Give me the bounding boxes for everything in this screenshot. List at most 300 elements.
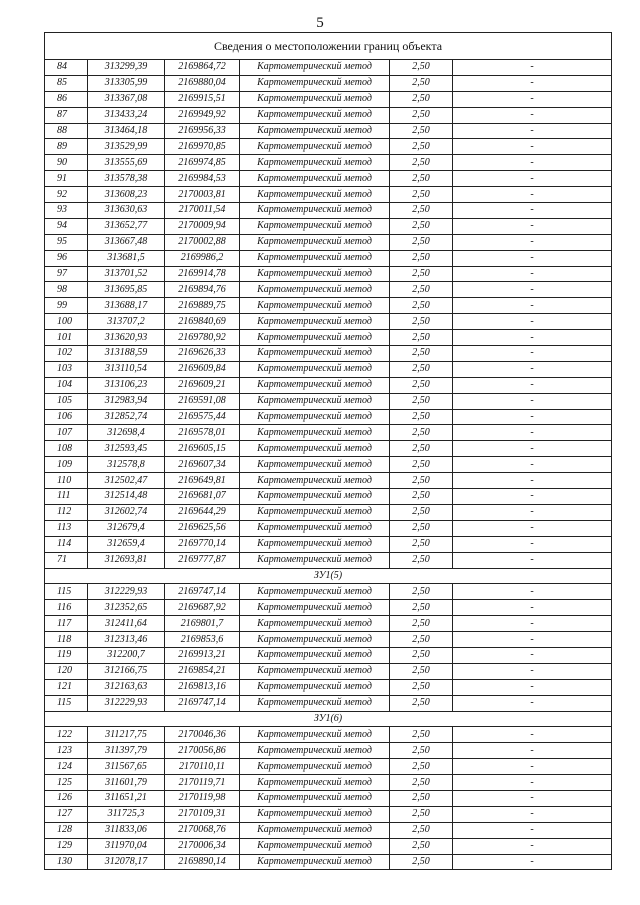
accuracy-cell: 2,50 — [390, 489, 453, 505]
point-number-cell: 121 — [45, 679, 88, 695]
table-row — [45, 107, 612, 123]
point-number-cell: 124 — [45, 759, 88, 775]
method-cell: Картометрический метод — [240, 790, 390, 806]
table-row — [45, 266, 612, 282]
point-number-cell: 116 — [45, 600, 88, 616]
coord-y-cell: 2169578,01 — [165, 425, 240, 441]
accuracy-cell: 2,50 — [390, 504, 453, 520]
method-cell: Картометрический метод — [240, 663, 390, 679]
accuracy-cell: 2,50 — [390, 727, 453, 743]
coord-y-cell: 2169894,76 — [165, 282, 240, 298]
note-cell: - — [453, 203, 612, 219]
method-cell: Картометрический метод — [240, 489, 390, 505]
note-cell: - — [453, 822, 612, 838]
point-number-cell: 118 — [45, 632, 88, 648]
table-title: Сведения о местоположении границ объекта — [45, 33, 612, 60]
point-number-cell: 91 — [45, 171, 88, 187]
table-row — [45, 60, 612, 76]
point-number-cell: 97 — [45, 266, 88, 282]
method-cell: Картометрический метод — [240, 187, 390, 203]
table-row — [45, 457, 612, 473]
coord-y-cell: 2169840,69 — [165, 314, 240, 330]
accuracy-cell: 2,50 — [390, 854, 453, 870]
point-number-cell: 90 — [45, 155, 88, 171]
table-row — [45, 218, 612, 234]
method-cell: Картометрический метод — [240, 679, 390, 695]
point-number-cell: 110 — [45, 473, 88, 489]
method-cell: Картометрический метод — [240, 330, 390, 346]
accuracy-cell: 2,50 — [390, 600, 453, 616]
table-row — [45, 441, 612, 457]
coord-y-cell: 2169687,92 — [165, 600, 240, 616]
coord-y-cell: 2169984,53 — [165, 171, 240, 187]
accuracy-cell: 2,50 — [390, 203, 453, 219]
note-cell: - — [453, 552, 612, 568]
accuracy-cell: 2,50 — [390, 91, 453, 107]
method-cell: Картометрический метод — [240, 473, 390, 489]
coord-y-cell: 2169607,34 — [165, 457, 240, 473]
coord-y-cell: 2169801,7 — [165, 616, 240, 632]
note-cell: - — [453, 107, 612, 123]
table-row — [45, 282, 612, 298]
coord-x-cell: 313667,48 — [88, 234, 165, 250]
accuracy-cell: 2,50 — [390, 584, 453, 600]
accuracy-cell: 2,50 — [390, 409, 453, 425]
method-cell: Картометрический метод — [240, 775, 390, 791]
method-cell: Картометрический метод — [240, 536, 390, 552]
coord-y-cell: 2169644,29 — [165, 504, 240, 520]
coord-y-cell: 2169649,81 — [165, 473, 240, 489]
table-row — [45, 632, 612, 648]
accuracy-cell: 2,50 — [390, 330, 453, 346]
table-row — [45, 171, 612, 187]
coord-y-cell: 2170109,31 — [165, 806, 240, 822]
point-number-cell: 87 — [45, 107, 88, 123]
point-number-cell: 106 — [45, 409, 88, 425]
accuracy-cell: 2,50 — [390, 346, 453, 362]
coord-x-cell: 313110,54 — [88, 361, 165, 377]
note-cell: - — [453, 632, 612, 648]
table-row — [45, 806, 612, 822]
accuracy-cell: 2,50 — [390, 806, 453, 822]
method-cell: Картометрический метод — [240, 298, 390, 314]
table-row — [45, 584, 612, 600]
accuracy-cell: 2,50 — [390, 60, 453, 76]
note-cell: - — [453, 282, 612, 298]
accuracy-cell: 2,50 — [390, 520, 453, 536]
coord-x-cell: 312852,74 — [88, 409, 165, 425]
accuracy-cell: 2,50 — [390, 759, 453, 775]
point-number-cell: 100 — [45, 314, 88, 330]
accuracy-cell: 2,50 — [390, 123, 453, 139]
note-cell: - — [453, 775, 612, 791]
point-number-cell: 114 — [45, 536, 88, 552]
accuracy-cell: 2,50 — [390, 218, 453, 234]
method-cell: Картометрический метод — [240, 647, 390, 663]
coord-x-cell: 313555,69 — [88, 155, 165, 171]
method-cell: Картометрический метод — [240, 393, 390, 409]
method-cell: Картометрический метод — [240, 584, 390, 600]
table-row — [45, 473, 612, 489]
coord-y-cell: 2169770,14 — [165, 536, 240, 552]
note-cell: - — [453, 409, 612, 425]
table-row — [45, 346, 612, 362]
point-number-cell: 129 — [45, 838, 88, 854]
table-row — [45, 695, 612, 711]
coord-x-cell: 311833,06 — [88, 822, 165, 838]
table-row — [45, 314, 612, 330]
table-row — [45, 504, 612, 520]
coord-y-cell: 2169956,33 — [165, 123, 240, 139]
table-row — [45, 822, 612, 838]
coord-y-cell: 2169780,92 — [165, 330, 240, 346]
coord-x-cell: 311651,21 — [88, 790, 165, 806]
accuracy-cell: 2,50 — [390, 187, 453, 203]
method-cell: Картометрический метод — [240, 759, 390, 775]
coord-x-cell: 313188,59 — [88, 346, 165, 362]
method-cell: Картометрический метод — [240, 600, 390, 616]
coord-y-cell: 2170056,86 — [165, 743, 240, 759]
point-number-cell: 108 — [45, 441, 88, 457]
note-cell: - — [453, 616, 612, 632]
coord-y-cell: 2169747,14 — [165, 584, 240, 600]
coord-x-cell: 313652,77 — [88, 218, 165, 234]
accuracy-cell: 2,50 — [390, 298, 453, 314]
point-number-cell: 98 — [45, 282, 88, 298]
note-cell: - — [453, 441, 612, 457]
point-number-cell: 115 — [45, 695, 88, 711]
note-cell: - — [453, 663, 612, 679]
point-number-cell: 107 — [45, 425, 88, 441]
note-cell: - — [453, 489, 612, 505]
coord-y-cell: 2169591,08 — [165, 393, 240, 409]
coord-x-cell: 311567,65 — [88, 759, 165, 775]
method-cell: Картометрический метод — [240, 854, 390, 870]
coord-x-cell: 313305,99 — [88, 75, 165, 91]
note-cell: - — [453, 727, 612, 743]
table-row — [45, 75, 612, 91]
point-number-cell: 125 — [45, 775, 88, 791]
method-cell: Картометрический метод — [240, 457, 390, 473]
method-cell: Картометрический метод — [240, 361, 390, 377]
method-cell: Картометрический метод — [240, 218, 390, 234]
accuracy-cell: 2,50 — [390, 473, 453, 489]
method-cell: Картометрический метод — [240, 425, 390, 441]
method-cell: Картометрический метод — [240, 266, 390, 282]
point-number-cell: 95 — [45, 234, 88, 250]
coord-x-cell: 313529,99 — [88, 139, 165, 155]
coord-x-cell: 313578,38 — [88, 171, 165, 187]
table-row — [45, 854, 612, 870]
table-row — [45, 123, 612, 139]
accuracy-cell: 2,50 — [390, 425, 453, 441]
table-title-row — [45, 33, 612, 60]
coord-x-cell: 313707,2 — [88, 314, 165, 330]
table-row — [45, 727, 612, 743]
table-row — [45, 187, 612, 203]
accuracy-cell: 2,50 — [390, 552, 453, 568]
coord-y-cell: 2169854,21 — [165, 663, 240, 679]
coord-y-cell: 2169681,07 — [165, 489, 240, 505]
method-cell: Картометрический метод — [240, 409, 390, 425]
coord-y-cell: 2169605,15 — [165, 441, 240, 457]
point-number-cell: 86 — [45, 91, 88, 107]
coord-x-cell: 312593,45 — [88, 441, 165, 457]
accuracy-cell: 2,50 — [390, 314, 453, 330]
coord-y-cell: 2169889,75 — [165, 298, 240, 314]
note-cell: - — [453, 60, 612, 76]
point-number-cell: 93 — [45, 203, 88, 219]
method-cell: Картометрический метод — [240, 552, 390, 568]
coord-x-cell: 311601,79 — [88, 775, 165, 791]
coord-x-cell: 312698,4 — [88, 425, 165, 441]
coord-y-cell: 2170009,94 — [165, 218, 240, 234]
coord-x-cell: 311217,75 — [88, 727, 165, 743]
accuracy-cell: 2,50 — [390, 647, 453, 663]
point-number-cell: 126 — [45, 790, 88, 806]
note-cell: - — [453, 187, 612, 203]
note-cell: - — [453, 679, 612, 695]
note-cell: - — [453, 314, 612, 330]
coord-x-cell: 312693,81 — [88, 552, 165, 568]
method-cell: Картометрический метод — [240, 171, 390, 187]
point-number-cell: 99 — [45, 298, 88, 314]
method-cell: Картометрический метод — [240, 139, 390, 155]
note-cell: - — [453, 790, 612, 806]
coord-y-cell: 2169747,14 — [165, 695, 240, 711]
accuracy-cell: 2,50 — [390, 822, 453, 838]
coord-x-cell: 311397,79 — [88, 743, 165, 759]
method-cell: Картометрический метод — [240, 616, 390, 632]
coord-x-cell: 312229,93 — [88, 695, 165, 711]
accuracy-cell: 2,50 — [390, 838, 453, 854]
method-cell: Картометрический метод — [240, 155, 390, 171]
method-cell: Картометрический метод — [240, 346, 390, 362]
note-cell: - — [453, 647, 612, 663]
coord-y-cell: 2169813,16 — [165, 679, 240, 695]
note-cell: - — [453, 473, 612, 489]
coord-y-cell: 2170046,36 — [165, 727, 240, 743]
coord-x-cell: 313106,23 — [88, 377, 165, 393]
coord-y-cell: 2169949,92 — [165, 107, 240, 123]
coord-y-cell: 2169913,21 — [165, 647, 240, 663]
point-number-cell: 88 — [45, 123, 88, 139]
table-row — [45, 775, 612, 791]
point-number-cell: 119 — [45, 647, 88, 663]
note-cell: - — [453, 743, 612, 759]
note-cell: - — [453, 218, 612, 234]
point-number-cell: 101 — [45, 330, 88, 346]
coord-y-cell: 2169777,87 — [165, 552, 240, 568]
point-number-cell: 89 — [45, 139, 88, 155]
table-row — [45, 139, 612, 155]
method-cell: Картометрический метод — [240, 250, 390, 266]
accuracy-cell: 2,50 — [390, 743, 453, 759]
point-number-cell: 111 — [45, 489, 88, 505]
note-cell: - — [453, 695, 612, 711]
coord-x-cell: 312514,48 — [88, 489, 165, 505]
method-cell: Картометрический метод — [240, 107, 390, 123]
point-number-cell: 120 — [45, 663, 88, 679]
coord-x-cell: 312163,63 — [88, 679, 165, 695]
note-cell: - — [453, 346, 612, 362]
coord-x-cell: 312983,94 — [88, 393, 165, 409]
note-cell: - — [453, 520, 612, 536]
accuracy-cell: 2,50 — [390, 441, 453, 457]
note-cell: - — [453, 504, 612, 520]
coord-x-cell: 313367,08 — [88, 91, 165, 107]
accuracy-cell: 2,50 — [390, 663, 453, 679]
accuracy-cell: 2,50 — [390, 377, 453, 393]
accuracy-cell: 2,50 — [390, 775, 453, 791]
coord-x-cell: 313433,24 — [88, 107, 165, 123]
point-number-cell: 128 — [45, 822, 88, 838]
coord-x-cell: 312578,8 — [88, 457, 165, 473]
coord-x-cell: 312659,4 — [88, 536, 165, 552]
coord-y-cell: 2170110,11 — [165, 759, 240, 775]
method-cell: Картометрический метод — [240, 632, 390, 648]
point-number-cell: 115 — [45, 584, 88, 600]
coord-x-cell: 312166,75 — [88, 663, 165, 679]
accuracy-cell: 2,50 — [390, 107, 453, 123]
table-row — [45, 203, 612, 219]
point-number-cell: 112 — [45, 504, 88, 520]
note-cell: - — [453, 139, 612, 155]
coord-x-cell: 311970,04 — [88, 838, 165, 854]
coord-y-cell: 2169625,56 — [165, 520, 240, 536]
note-cell: - — [453, 361, 612, 377]
note-cell: - — [453, 91, 612, 107]
table-row — [45, 377, 612, 393]
point-number-cell: 109 — [45, 457, 88, 473]
table-row — [45, 536, 612, 552]
accuracy-cell: 2,50 — [390, 393, 453, 409]
accuracy-cell: 2,50 — [390, 139, 453, 155]
coord-x-cell: 312502,47 — [88, 473, 165, 489]
method-cell: Картометрический метод — [240, 695, 390, 711]
coord-y-cell: 2169880,04 — [165, 75, 240, 91]
coord-y-cell: 2169986,2 — [165, 250, 240, 266]
coord-x-cell: 313464,18 — [88, 123, 165, 139]
table-row — [45, 234, 612, 250]
coord-x-cell: 313695,85 — [88, 282, 165, 298]
boundary-coordinates-table — [44, 32, 612, 870]
table-row — [45, 663, 612, 679]
note-cell: - — [453, 75, 612, 91]
method-cell: Картометрический метод — [240, 441, 390, 457]
accuracy-cell: 2,50 — [390, 632, 453, 648]
method-cell: Картометрический метод — [240, 743, 390, 759]
accuracy-cell: 2,50 — [390, 457, 453, 473]
note-cell: - — [453, 377, 612, 393]
section-heading-row — [45, 568, 612, 584]
note-cell: - — [453, 854, 612, 870]
coord-x-cell: 313608,23 — [88, 187, 165, 203]
method-cell: Картометрический метод — [240, 806, 390, 822]
coord-x-cell: 313681,5 — [88, 250, 165, 266]
section-heading-row — [45, 711, 612, 727]
coord-x-cell: 313688,17 — [88, 298, 165, 314]
coord-y-cell: 2169626,33 — [165, 346, 240, 362]
coord-x-cell: 312411,64 — [88, 616, 165, 632]
method-cell: Картометрический метод — [240, 822, 390, 838]
accuracy-cell: 2,50 — [390, 536, 453, 552]
coord-y-cell: 2169890,14 — [165, 854, 240, 870]
note-cell: - — [453, 393, 612, 409]
coord-x-cell: 312078,17 — [88, 854, 165, 870]
method-cell: Картометрический метод — [240, 60, 390, 76]
point-number-cell: 85 — [45, 75, 88, 91]
point-number-cell: 103 — [45, 361, 88, 377]
method-cell: Картометрический метод — [240, 504, 390, 520]
coord-y-cell: 2169974,85 — [165, 155, 240, 171]
table-row — [45, 489, 612, 505]
point-number-cell: 102 — [45, 346, 88, 362]
coord-y-cell: 2169575,44 — [165, 409, 240, 425]
table-row — [45, 298, 612, 314]
point-number-cell: 96 — [45, 250, 88, 266]
note-cell: - — [453, 171, 612, 187]
method-cell: Картометрический метод — [240, 75, 390, 91]
coord-y-cell: 2169915,51 — [165, 91, 240, 107]
page-number: 5 — [316, 15, 324, 31]
point-number-cell: 104 — [45, 377, 88, 393]
coord-x-cell: 313701,52 — [88, 266, 165, 282]
method-cell: Картометрический метод — [240, 314, 390, 330]
table-row — [45, 616, 612, 632]
method-cell: Картометрический метод — [240, 234, 390, 250]
coord-y-cell: 2170006,34 — [165, 838, 240, 854]
accuracy-cell: 2,50 — [390, 266, 453, 282]
note-cell: - — [453, 838, 612, 854]
table-row — [45, 743, 612, 759]
method-cell: Картометрический метод — [240, 91, 390, 107]
note-cell: - — [453, 298, 612, 314]
method-cell: Картометрический метод — [240, 838, 390, 854]
table-row — [45, 91, 612, 107]
coord-y-cell: 2169914,78 — [165, 266, 240, 282]
point-number-cell: 94 — [45, 218, 88, 234]
table-row — [45, 330, 612, 346]
coord-x-cell: 313620,93 — [88, 330, 165, 346]
accuracy-cell: 2,50 — [390, 282, 453, 298]
table-row — [45, 838, 612, 854]
coord-x-cell: 312200,7 — [88, 647, 165, 663]
method-cell: Картометрический метод — [240, 282, 390, 298]
coord-y-cell: 2169609,21 — [165, 377, 240, 393]
method-cell: Картометрический метод — [240, 377, 390, 393]
point-number-cell: 117 — [45, 616, 88, 632]
coord-x-cell: 312229,93 — [88, 584, 165, 600]
table-row — [45, 552, 612, 568]
coord-x-cell: 312679,4 — [88, 520, 165, 536]
note-cell: - — [453, 266, 612, 282]
coord-x-cell: 312602,74 — [88, 504, 165, 520]
point-number-cell: 123 — [45, 743, 88, 759]
point-number-cell: 122 — [45, 727, 88, 743]
point-number-cell: 92 — [45, 187, 88, 203]
table-row — [45, 393, 612, 409]
method-cell: Картометрический метод — [240, 727, 390, 743]
method-cell: Картометрический метод — [240, 203, 390, 219]
coord-x-cell: 312313,46 — [88, 632, 165, 648]
method-cell: Картометрический метод — [240, 123, 390, 139]
table-row — [45, 520, 612, 536]
note-cell: - — [453, 600, 612, 616]
point-number-cell: 127 — [45, 806, 88, 822]
coord-x-cell: 313630,63 — [88, 203, 165, 219]
table-row — [45, 759, 612, 775]
